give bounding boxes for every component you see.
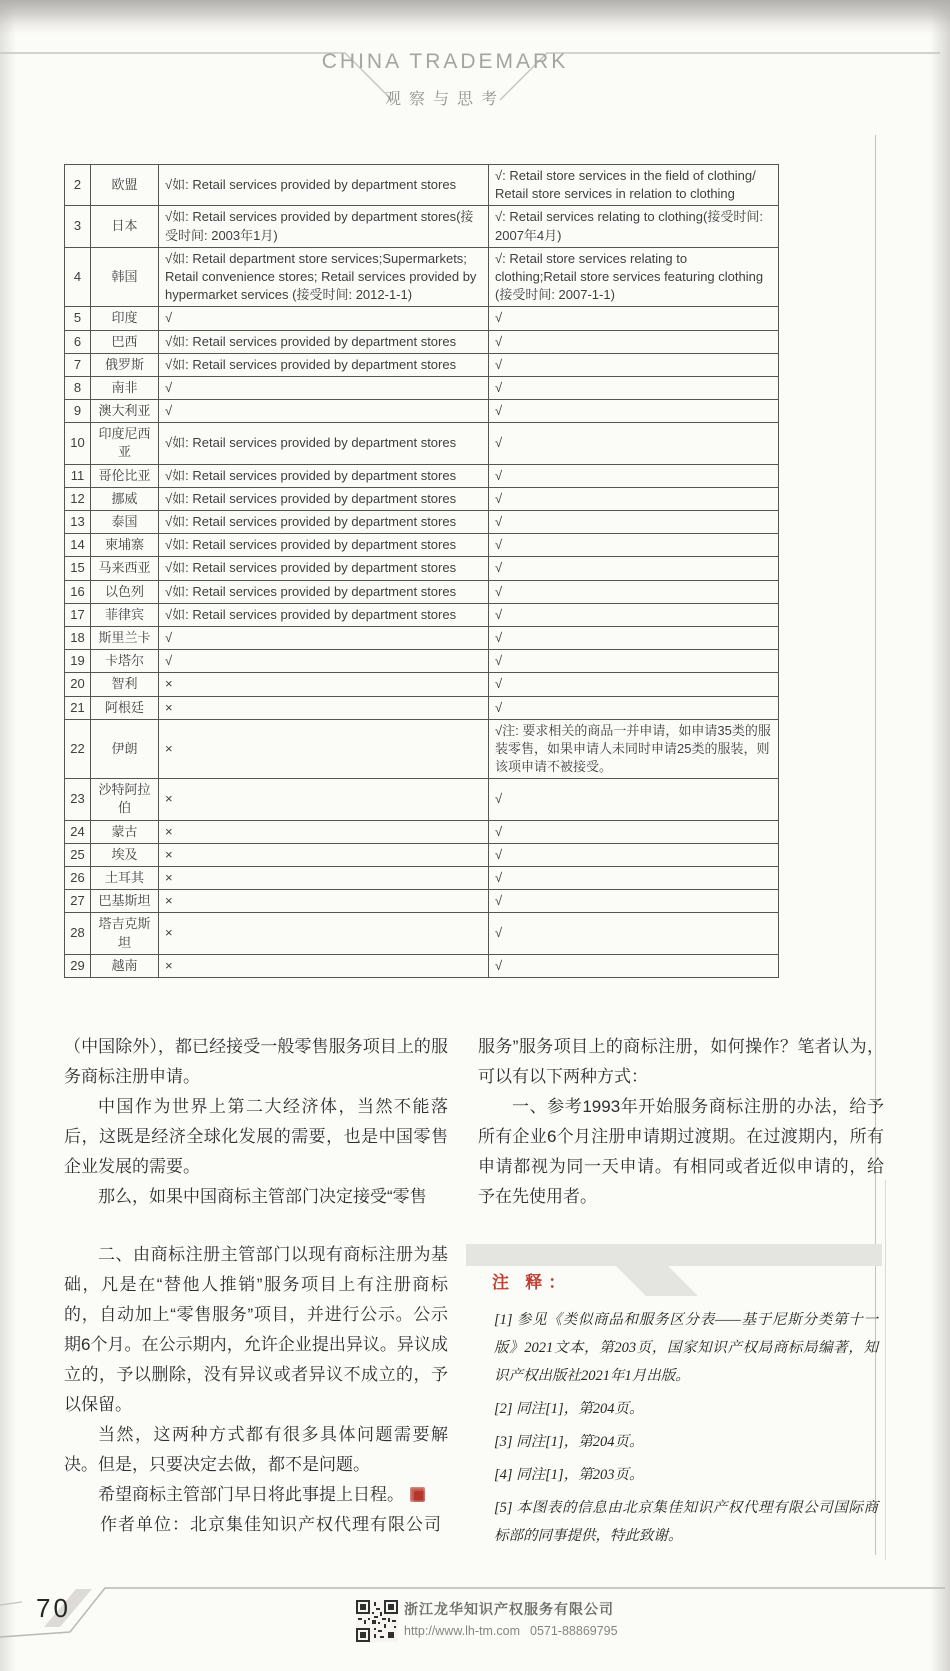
- body-paragraph: 服务”服务项目上的商标注册，如何操作？笔者认为，可以有以下两种方式：: [478, 1037, 884, 1086]
- general-retail-cell: √如: Retail services provided by department stores: [159, 580, 489, 603]
- row-number-cell: 7: [65, 353, 91, 376]
- body-paragraph: 那么，如果中国商标主管部门决定接受“零售: [98, 1187, 427, 1206]
- table-row: [65, 890, 779, 913]
- row-number-cell: 27: [65, 890, 91, 913]
- row-number-cell: 6: [65, 330, 91, 353]
- row-number-cell: 18: [65, 626, 91, 649]
- table-row: [65, 534, 779, 557]
- author-seal-icon: [410, 1487, 425, 1502]
- general-retail-cell: √如: Retail services provided by department stores: [159, 353, 489, 376]
- specific-retail-cell: √: [489, 557, 779, 580]
- specific-retail-cell: √: [489, 696, 779, 719]
- magazine-title: CHINA TRADEMARK: [321, 50, 569, 73]
- specific-retail-cell: √: [489, 464, 779, 487]
- table-row: [65, 206, 779, 247]
- note-item: [4] 同注[1]，第203页。: [494, 1467, 644, 1483]
- footer-phone: 0571-88869795: [530, 1624, 618, 1638]
- body-paragraph: 一、参考1993年开始服务商标注册的办法，给予所有企业6个月注册申请期过渡期。在过渡期内，所有申请都视为同一天申请。有相同或者近似申请的，给予在先使用者。: [478, 1097, 884, 1206]
- note-item: [2] 同注[1]，第204页。: [494, 1401, 644, 1417]
- specific-retail-cell: √: [489, 779, 779, 820]
- country-name-cell: 沙特阿拉伯: [91, 779, 159, 820]
- specific-retail-cell: √: [489, 353, 779, 376]
- row-number-cell: 23: [65, 779, 91, 820]
- specific-retail-cell: √: [489, 626, 779, 649]
- row-number-cell: 13: [65, 511, 91, 534]
- general-retail-cell: √如: Retail services provided by department stores: [159, 603, 489, 626]
- table-row: [65, 353, 779, 376]
- acceptance-table-body: [65, 165, 779, 978]
- scan-right-shadow: [930, 0, 950, 1671]
- table-row: [65, 719, 779, 779]
- table-row: [65, 330, 779, 353]
- general-retail-cell: ×: [159, 820, 489, 843]
- table-row: [65, 580, 779, 603]
- general-retail-cell: √如: Retail department store services;Supermarkets; Retail convenience stores; Retail services provided by hypermarket services (接受时间: 2012-1-1): [159, 247, 489, 307]
- general-retail-cell: √如: Retail services provided by department stores: [159, 423, 489, 464]
- row-number-cell: 20: [65, 673, 91, 696]
- general-retail-cell: √如: Retail services provided by department stores: [159, 487, 489, 510]
- body-paragraph: （中国除外），都已经接受一般零售服务项目上的服务商标注册申请。: [64, 1037, 448, 1086]
- row-number-cell: 16: [65, 580, 91, 603]
- specific-retail-cell: √: [489, 820, 779, 843]
- specific-retail-cell: √: [489, 400, 779, 423]
- row-number-cell: 22: [65, 719, 91, 779]
- general-retail-cell: √如: Retail services provided by department stores: [159, 330, 489, 353]
- row-number-cell: 17: [65, 603, 91, 626]
- footnotes-list: [466, 1306, 884, 1550]
- country-name-cell: 巴基斯坦: [91, 890, 159, 913]
- country-name-cell: 马来西亚: [91, 557, 159, 580]
- country-name-cell: 印度: [91, 307, 159, 330]
- general-retail-cell: ×: [159, 954, 489, 977]
- country-name-cell: 越南: [91, 954, 159, 977]
- table-row: [65, 400, 779, 423]
- row-number-cell: 21: [65, 696, 91, 719]
- body-paragraph: 中国作为世界上第二大经济体，当然不能落后，这既是经济全球化发展的需要，也是中国零售企业发展的需要。: [64, 1097, 448, 1176]
- article-column-left-bottom: [64, 1240, 448, 1540]
- table-row: [65, 779, 779, 820]
- country-name-cell: 澳大利亚: [91, 400, 159, 423]
- table-row: [65, 557, 779, 580]
- row-number-cell: 28: [65, 913, 91, 954]
- table-row: [65, 650, 779, 673]
- author-affiliation: 作者单位：北京集佳知识产权代理有限公司: [100, 1515, 442, 1534]
- general-retail-cell: ×: [159, 779, 489, 820]
- general-retail-cell: ×: [159, 673, 489, 696]
- general-retail-cell: √: [159, 626, 489, 649]
- country-name-cell: 韩国: [91, 247, 159, 307]
- specific-retail-cell: √: [489, 650, 779, 673]
- row-number-cell: 15: [65, 557, 91, 580]
- footnotes-panel: [466, 1244, 884, 1555]
- general-retail-cell: √: [159, 400, 489, 423]
- specific-retail-cell: √: Retail store services in the field of clothing/ Retail store services in relation to clothing: [489, 165, 779, 206]
- table-row: [65, 247, 779, 307]
- general-retail-cell: √如: Retail services provided by department stores: [159, 464, 489, 487]
- table-row: [65, 487, 779, 510]
- country-name-cell: 塔吉克斯坦: [91, 913, 159, 954]
- general-retail-cell: √如: Retail services provided by department stores: [159, 511, 489, 534]
- specific-retail-cell: √: [489, 376, 779, 399]
- country-name-cell: 伊朗: [91, 719, 159, 779]
- country-name-cell: 土耳其: [91, 867, 159, 890]
- table-row: [65, 307, 779, 330]
- row-number-cell: 12: [65, 487, 91, 510]
- table-row: [65, 423, 779, 464]
- row-number-cell: 26: [65, 867, 91, 890]
- scan-left-shadow: [0, 0, 16, 1671]
- scan-fold-line-2: [885, 1180, 886, 1560]
- specific-retail-cell: √: [489, 534, 779, 557]
- row-number-cell: 19: [65, 650, 91, 673]
- footer-contact: [404, 1624, 628, 1638]
- specific-retail-cell: √: [489, 423, 779, 464]
- general-retail-cell: √: [159, 650, 489, 673]
- country-name-cell: 蒙古: [91, 820, 159, 843]
- general-retail-cell: √如: Retail services provided by department stores: [159, 534, 489, 557]
- table-row: [65, 511, 779, 534]
- general-retail-cell: ×: [159, 843, 489, 866]
- table-row: [65, 867, 779, 890]
- table-row: [65, 820, 779, 843]
- acceptance-table: [64, 164, 779, 978]
- article-column-left-top: [64, 1032, 448, 1212]
- general-retail-cell: ×: [159, 719, 489, 779]
- specific-retail-cell: √: [489, 890, 779, 913]
- specific-retail-cell: √: [489, 843, 779, 866]
- specific-retail-cell: √: [489, 580, 779, 603]
- country-name-cell: 阿根廷: [91, 696, 159, 719]
- table-row: [65, 954, 779, 977]
- country-name-cell: 哥伦比亚: [91, 464, 159, 487]
- country-name-cell: 印度尼西亚: [91, 423, 159, 464]
- table-row: [65, 464, 779, 487]
- country-name-cell: 巴西: [91, 330, 159, 353]
- note-item: [5] 本图表的信息由北京集佳知识产权代理有限公司国际商标部的同事提供，特此致谢。: [494, 1500, 878, 1544]
- scan-top-shadow: [0, 0, 950, 34]
- general-retail-cell: √如: Retail services provided by department stores: [159, 165, 489, 206]
- country-name-cell: 俄罗斯: [91, 353, 159, 376]
- country-name-cell: 以色列: [91, 580, 159, 603]
- table-row: [65, 696, 779, 719]
- footnotes-title: 注 释：: [492, 1273, 572, 1292]
- general-retail-cell: √如: Retail services provided by department stores(接受时间: 2003年1月): [159, 206, 489, 247]
- qr-code-icon: [356, 1600, 398, 1642]
- table-row: [65, 843, 779, 866]
- row-number-cell: 29: [65, 954, 91, 977]
- specific-retail-cell: √: [489, 330, 779, 353]
- note-item: [3] 同注[1]，第204页。: [494, 1434, 644, 1450]
- footer-website: http://www.lh-tm.com: [404, 1624, 520, 1638]
- table-row: [65, 376, 779, 399]
- country-name-cell: 南非: [91, 376, 159, 399]
- column-title: 观察与思考: [384, 91, 505, 108]
- row-number-cell: 24: [65, 820, 91, 843]
- general-retail-cell: ×: [159, 890, 489, 913]
- table-row: [65, 165, 779, 206]
- row-number-cell: 2: [65, 165, 91, 206]
- table-row: [65, 626, 779, 649]
- article-paragraphs: [64, 1240, 448, 1510]
- table-row: [65, 913, 779, 954]
- country-name-cell: 埃及: [91, 843, 159, 866]
- country-name-cell: 泰国: [91, 511, 159, 534]
- specific-retail-cell: √: [489, 867, 779, 890]
- table-row: [65, 603, 779, 626]
- specific-retail-cell: √: Retail store services relating to clothing;Retail store services featuring clothing (接受时间: 2007-1-1): [489, 247, 779, 307]
- general-retail-cell: √如: Retail services provided by department stores: [159, 557, 489, 580]
- country-name-cell: 柬埔寨: [91, 534, 159, 557]
- specific-retail-cell: √注: 要求相关的商品一并申请，如申请35类的服装零售，如果申请人未同时申请25类的服装，则该项申请不被接受。: [489, 719, 779, 779]
- note-item: [1] 参见《类似商品和服务区分表——基于尼斯分类第十一版》2021文本，第203页，国家知识产权局商标局编著，知识产权出版社2021年1月出版。: [494, 1312, 878, 1384]
- page-number: 70: [36, 1593, 71, 1623]
- specific-retail-cell: √: Retail services relating to clothing(接受时间: 2007年4月): [489, 206, 779, 247]
- general-retail-cell: ×: [159, 913, 489, 954]
- specific-retail-cell: √: [489, 511, 779, 534]
- general-retail-cell: √: [159, 376, 489, 399]
- footer-company-name: 浙江龙华知识产权服务有限公司: [404, 1601, 614, 1617]
- row-number-cell: 8: [65, 376, 91, 399]
- article-column-right-top: [478, 1032, 884, 1212]
- specific-retail-cell: √: [489, 307, 779, 330]
- row-number-cell: 14: [65, 534, 91, 557]
- specific-retail-cell: √: [489, 603, 779, 626]
- row-number-cell: 11: [65, 464, 91, 487]
- general-retail-cell: ×: [159, 696, 489, 719]
- specific-retail-cell: √: [489, 913, 779, 954]
- row-number-cell: 5: [65, 307, 91, 330]
- body-paragraph: 当然，这两种方式都有很多具体问题需要解决。但是，只要决定去做，都不是问题。: [64, 1425, 448, 1474]
- body-paragraph: 希望商标主管部门早日将此事提上日程。: [64, 1480, 448, 1510]
- footnotes-banner: [466, 1244, 884, 1296]
- general-retail-cell: √: [159, 307, 489, 330]
- row-number-cell: 10: [65, 423, 91, 464]
- general-retail-cell: ×: [159, 867, 489, 890]
- specific-retail-cell: √: [489, 487, 779, 510]
- country-name-cell: 欧盟: [91, 165, 159, 206]
- row-number-cell: 9: [65, 400, 91, 423]
- country-name-cell: 智利: [91, 673, 159, 696]
- body-paragraph: 二、由商标注册主管部门以现有商标注册为基础，凡是在“替他人推销”服务项目上有注册商标的，自动加上“零售服务”项目，并进行公示。公示期6个月。在公示期内，允许企业提出异议。异议成立的，予以删除，没有异议或者异议不成立的，予以保留。: [64, 1245, 448, 1414]
- specific-retail-cell: √: [489, 673, 779, 696]
- country-name-cell: 挪威: [91, 487, 159, 510]
- row-number-cell: 25: [65, 843, 91, 866]
- row-number-cell: 3: [65, 206, 91, 247]
- country-name-cell: 菲律宾: [91, 603, 159, 626]
- specific-retail-cell: √: [489, 954, 779, 977]
- table-row: [65, 673, 779, 696]
- country-name-cell: 斯里兰卡: [91, 626, 159, 649]
- country-name-cell: 日本: [91, 206, 159, 247]
- country-name-cell: 卡塔尔: [91, 650, 159, 673]
- row-number-cell: 4: [65, 247, 91, 307]
